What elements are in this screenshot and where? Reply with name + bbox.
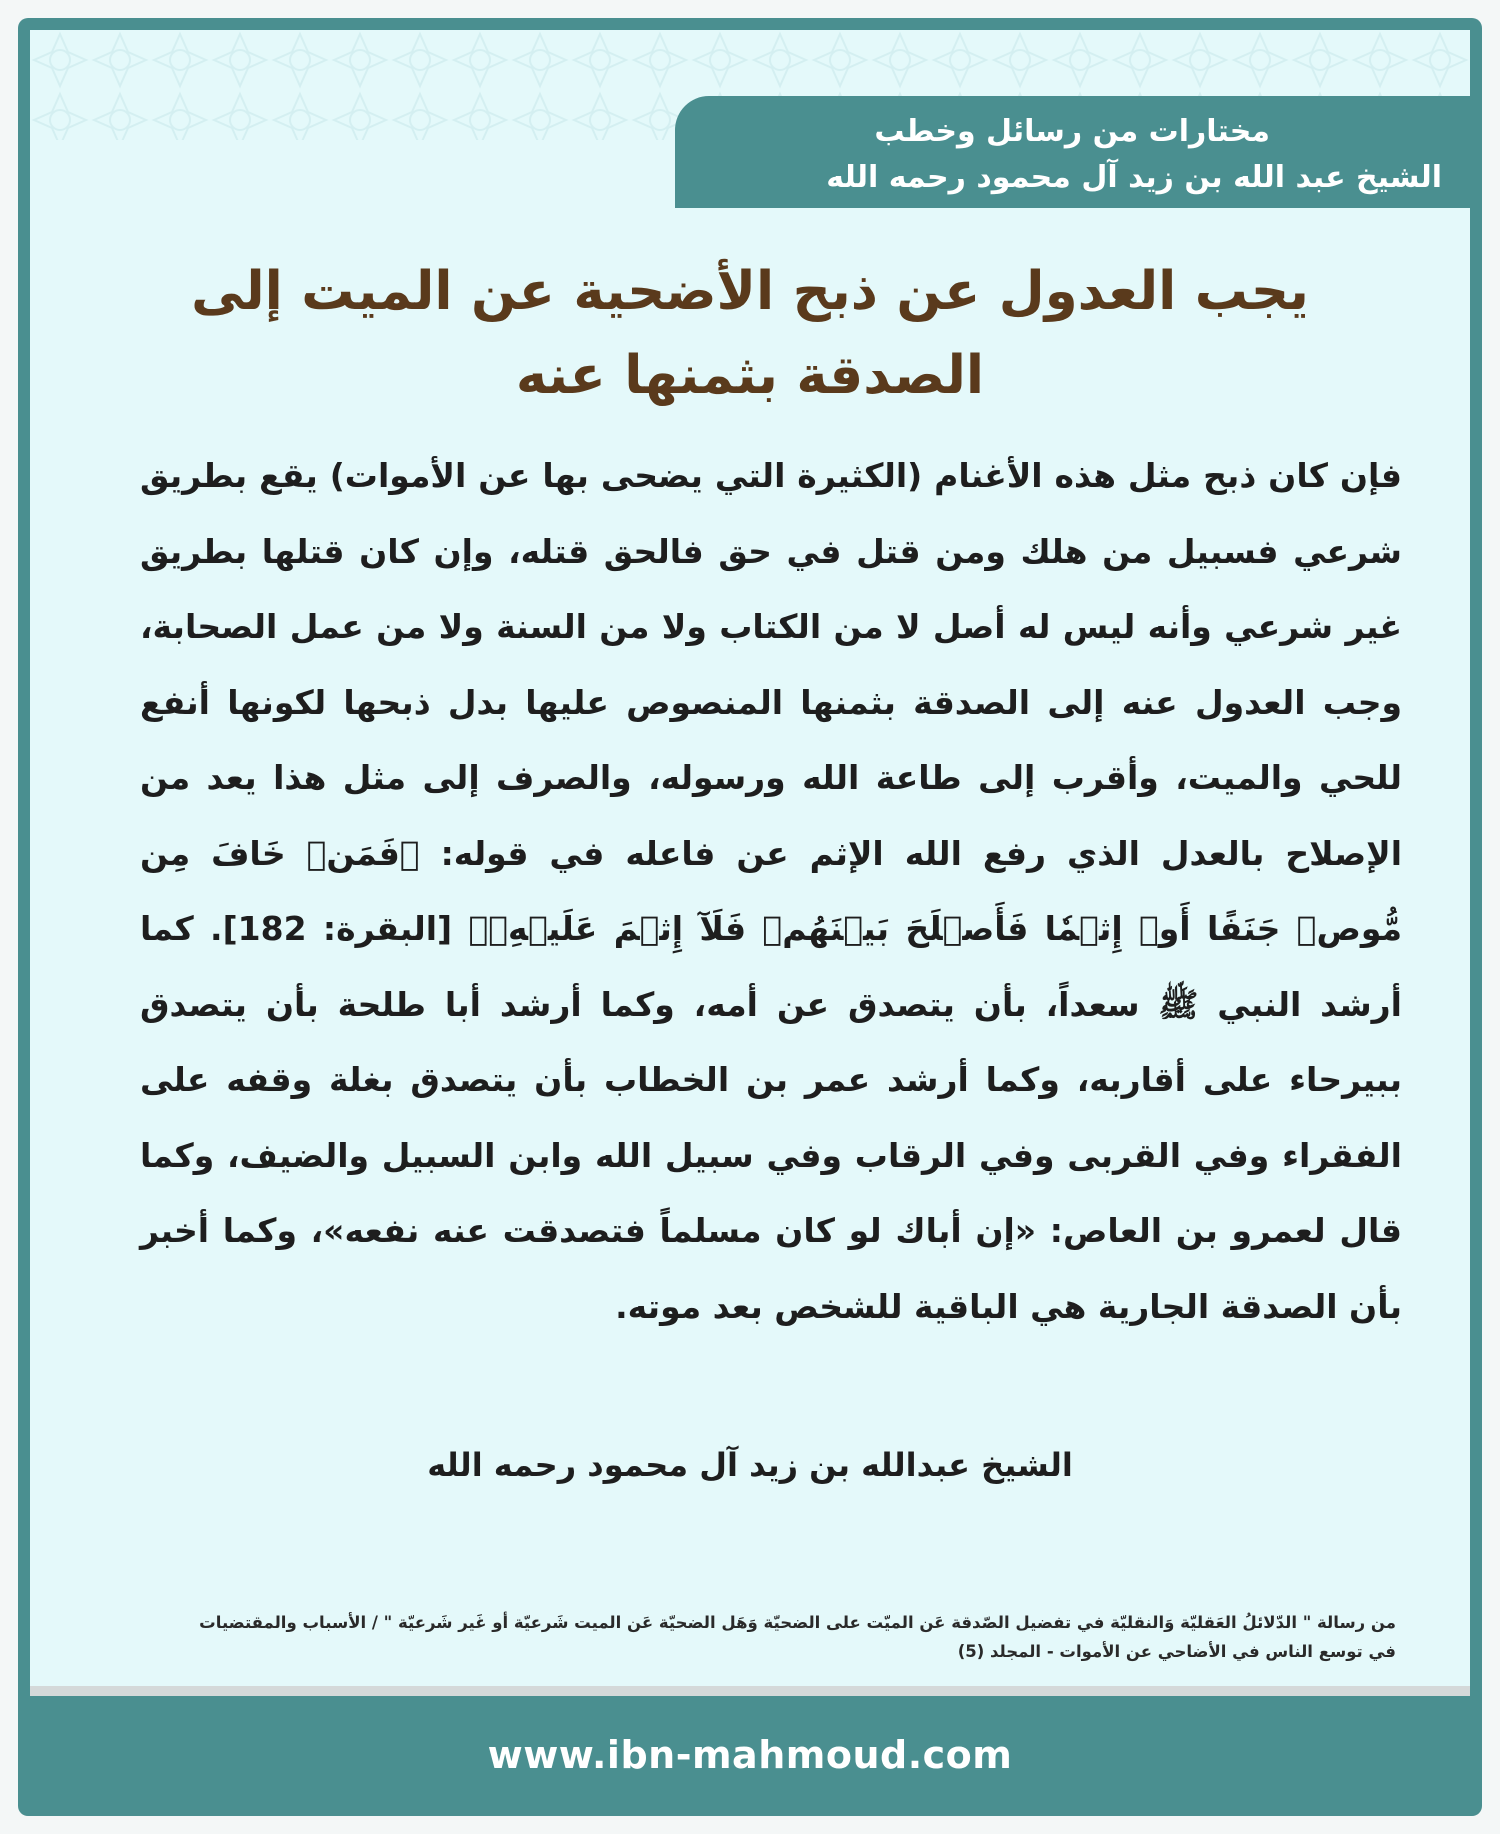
header-author: الشيخ عبد الله بن زيد آل محمود رحمه الله [826,160,1442,195]
page-frame [18,18,1482,1816]
article-title: يجب العدول عن ذبح الأضحية عن الميت إلى الصدقة بثمنها عنه [191,261,1309,406]
content-card [30,30,1470,1686]
website-link[interactable]: www.ibn-mahmoud.com [487,1733,1013,1777]
article-body: فإن كان ذبح مثل هذه الأغنام (الكثيرة التي يضحى بها عن الأموات) يقع بطريق شرعي فسبيل من هلك ومن قتل في حق فالحق قتله، وإن كان قتلها بطريق غير شرعي وأنه ليس له أصل لا من الكتاب ولا من السنة ولا من عمل الصحابة، وجب العدول عنه إلى الصدقة بثمنها المنصوص عليها بدل ذبحها لكونها أنفع للحي والميت، وأقرب إلى طاعة الله ورسوله، والصرف إلى مثل هذا يعد من الإصلاح بالعدل الذي رفع الله الإثم عن فاعله في قوله: ﴿فَمَنۡ خَافَ مِن مُّوصٖ جَنَفًا أَوۡ إِثۡمٗا فَأَصۡلَحَ بَيۡنَهُمۡ فَلَآ إِثۡمَ عَلَيۡهِۚ﴾ [البقرة: 182]. كما أرشد النبي ﷺ سعداً، بأن يتصدق عن أمه، وكما أرشد أبا طلحة بأن يتصدق ببيرحاء على أقاربه، وكما أرشد عمر بن الخطاب بأن يتصدق بغلة وقفه على الفقراء وفي القربى وفي الرقاب وفي سبيل الله وابن السبيل والضيف، وكما قال لعمرو بن العاص: «إن أباك لو كان مسلماً فتصدقت عنه نفعه»، وكما أخبر بأن الصدقة الجارية هي الباقية للشخص بعد موته. [140,456,1403,1326]
footer-band [18,1710,1482,1800]
header-subtitle: مختارات من رسائل وخطب [874,114,1270,149]
source-citation: من رسالة " الدّلائلُ العَقليّة وَالنقليّة في تفضيل الصّدقة عَن الميّت على الضحيّة وَهَل الضحيّة عَن الميت شَرعيّة أو غَير شَرعيّة " / الأسباب والمقتضيات في توسع الناس في الأضاحي عن الأموات - المجلد (5) [199,1613,1396,1661]
author-signature: الشيخ عبدالله بن زيد آل محمود رحمه الله [427,1446,1073,1484]
